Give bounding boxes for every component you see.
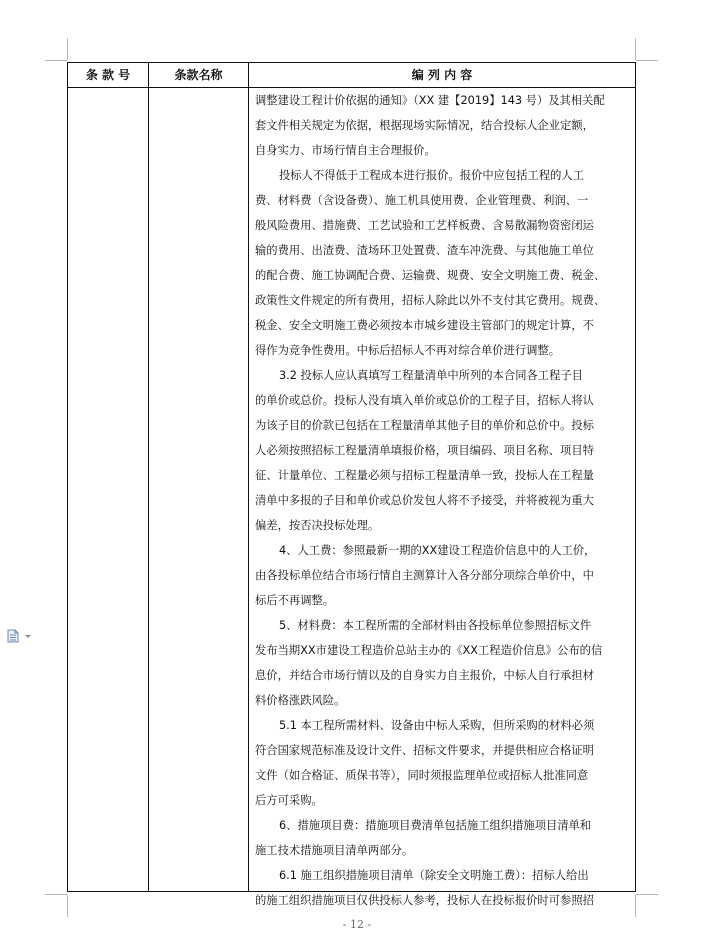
content-line: 调整建设工程计价依据的通知》（XX 建【2019】143 号）及其相关配 (255, 94, 605, 107)
content-line: 6.1 施工组织措施项目清单（除安全文明施工费）：招标人给出 (279, 869, 589, 882)
content-line: 为该子目的价款已包括在工程量清单其他子目的单价和总价中。投标 (255, 419, 594, 432)
content-line: 3.2 投标人应认真填写工程量清单中所列的本合同各工程子目 (279, 369, 583, 382)
content-line: 5、材料费：本工程所需的全部材料由各投标单位参照招标文件 (279, 619, 592, 632)
content-line: 后方可采购。 (255, 794, 323, 807)
page-number: - 12 - (342, 918, 372, 931)
content-line: 由各投标单位结合市场行情自主测算计入各分部分项综合单价中，中 (255, 569, 594, 582)
content-line: 文件（如合格证、质保书等），同时须报监理单位或招标人批准同意 (255, 769, 589, 782)
content-line: 的单价或总价。投标人没有填入单价或总价的工程子目，招标人将认 (255, 394, 594, 407)
crop-mark-top-right-h (636, 60, 658, 61)
crop-mark-top-right-v (635, 38, 636, 60)
content-line: 4、人工费：参照最新一期的XX建设工程造价信息中的人工价， (279, 544, 596, 557)
content-line: 征、计量单位、工程量必须与招标工程量清单一致，投标人在工程量 (255, 469, 594, 482)
content-line: 自身实力、市场行情自主合理报价。 (255, 144, 436, 157)
header-content: 编 列 内 容 (411, 68, 473, 82)
crop-mark-bottom-right-v (635, 895, 636, 917)
column-divider-2 (248, 63, 249, 891)
content-line: 输的费用、出渣费、渣场环卫处置费、渣车冲洗费、与其他施工单位 (255, 244, 594, 257)
crop-mark-bottom-left-v (67, 895, 68, 917)
crop-mark-top-left-v (67, 38, 68, 60)
content-line: 5.1 本工程所需材料、设备由中标人采购，但所采购的材料必须 (279, 719, 595, 732)
content-line: 发布当期XX市建设工程造价总站主办的《XX工程造价信息》公布的信 (255, 644, 603, 657)
content-line: 税金、安全文明施工费必须按本市城乡建设主管部门的规定计算，不 (255, 319, 594, 332)
content-line: 人必须按照招标工程量清单填报价格，项目编码、项目名称、项目特 (255, 444, 594, 457)
content-line: 标后不再调整。 (255, 594, 335, 607)
clause-table (67, 62, 636, 907)
content-line: 施工技术措施项目清单两部分。 (255, 844, 414, 857)
content-line: 偏差，按否决投标处理。 (255, 519, 380, 532)
column-divider-1 (148, 63, 149, 891)
content-line: 的施工组织措施项目仅供投标人参考，投标人在投标报价时可参照招 (255, 894, 594, 907)
document-options-icon[interactable] (6, 628, 36, 642)
content-line: 费、材料费（含设备费）、施工机具使用费、企业管理费、利润、一 (255, 194, 589, 207)
content-line: 料价格涨跌风险。 (255, 694, 346, 707)
content-line: 得作为竞争性费用。中标后招标人不再对综合单价进行调整。 (255, 344, 561, 357)
crop-mark-top-left-h (45, 60, 67, 61)
content-line: 的配合费、施工协调配合费、运输费、规费、安全文明施工费、税金、 (255, 269, 606, 282)
header-clause-name: 条款名称 (174, 68, 223, 82)
content-line: 套文件相关规定为依据，根据现场实际情况，结合投标人企业定额， (255, 119, 594, 132)
content-line: 政策性文件规定的所有费用，招标人除此以外不支付其它费用。规费、 (255, 294, 606, 307)
content-line: 息价，并结合市场行情以及的自身实力自主报价，中标人自行承担材 (255, 669, 594, 682)
clause-content (255, 88, 631, 907)
content-line: 6、措施项目费：措施项目费清单包括施工组织措施项目清单和 (279, 819, 592, 832)
crop-mark-bottom-right-h (636, 894, 658, 895)
content-line: 清单中多报的子目和单价或总价发包人将不予接受，并将被视为重大 (255, 494, 594, 507)
content-line: 般风险费用、措施费、工艺试验和工艺样板费、含易散漏物资密闭运 (255, 219, 594, 232)
content-line: 符合国家规范标准及设计文件、招标文件要求，并提供相应合格证明 (255, 744, 594, 757)
header-clause-number: 条 款 号 (85, 68, 131, 82)
content-line: 投标人不得低于工程成本进行报价。报价中应包括工程的人工 (279, 169, 585, 182)
crop-mark-bottom-left-h (45, 894, 67, 895)
